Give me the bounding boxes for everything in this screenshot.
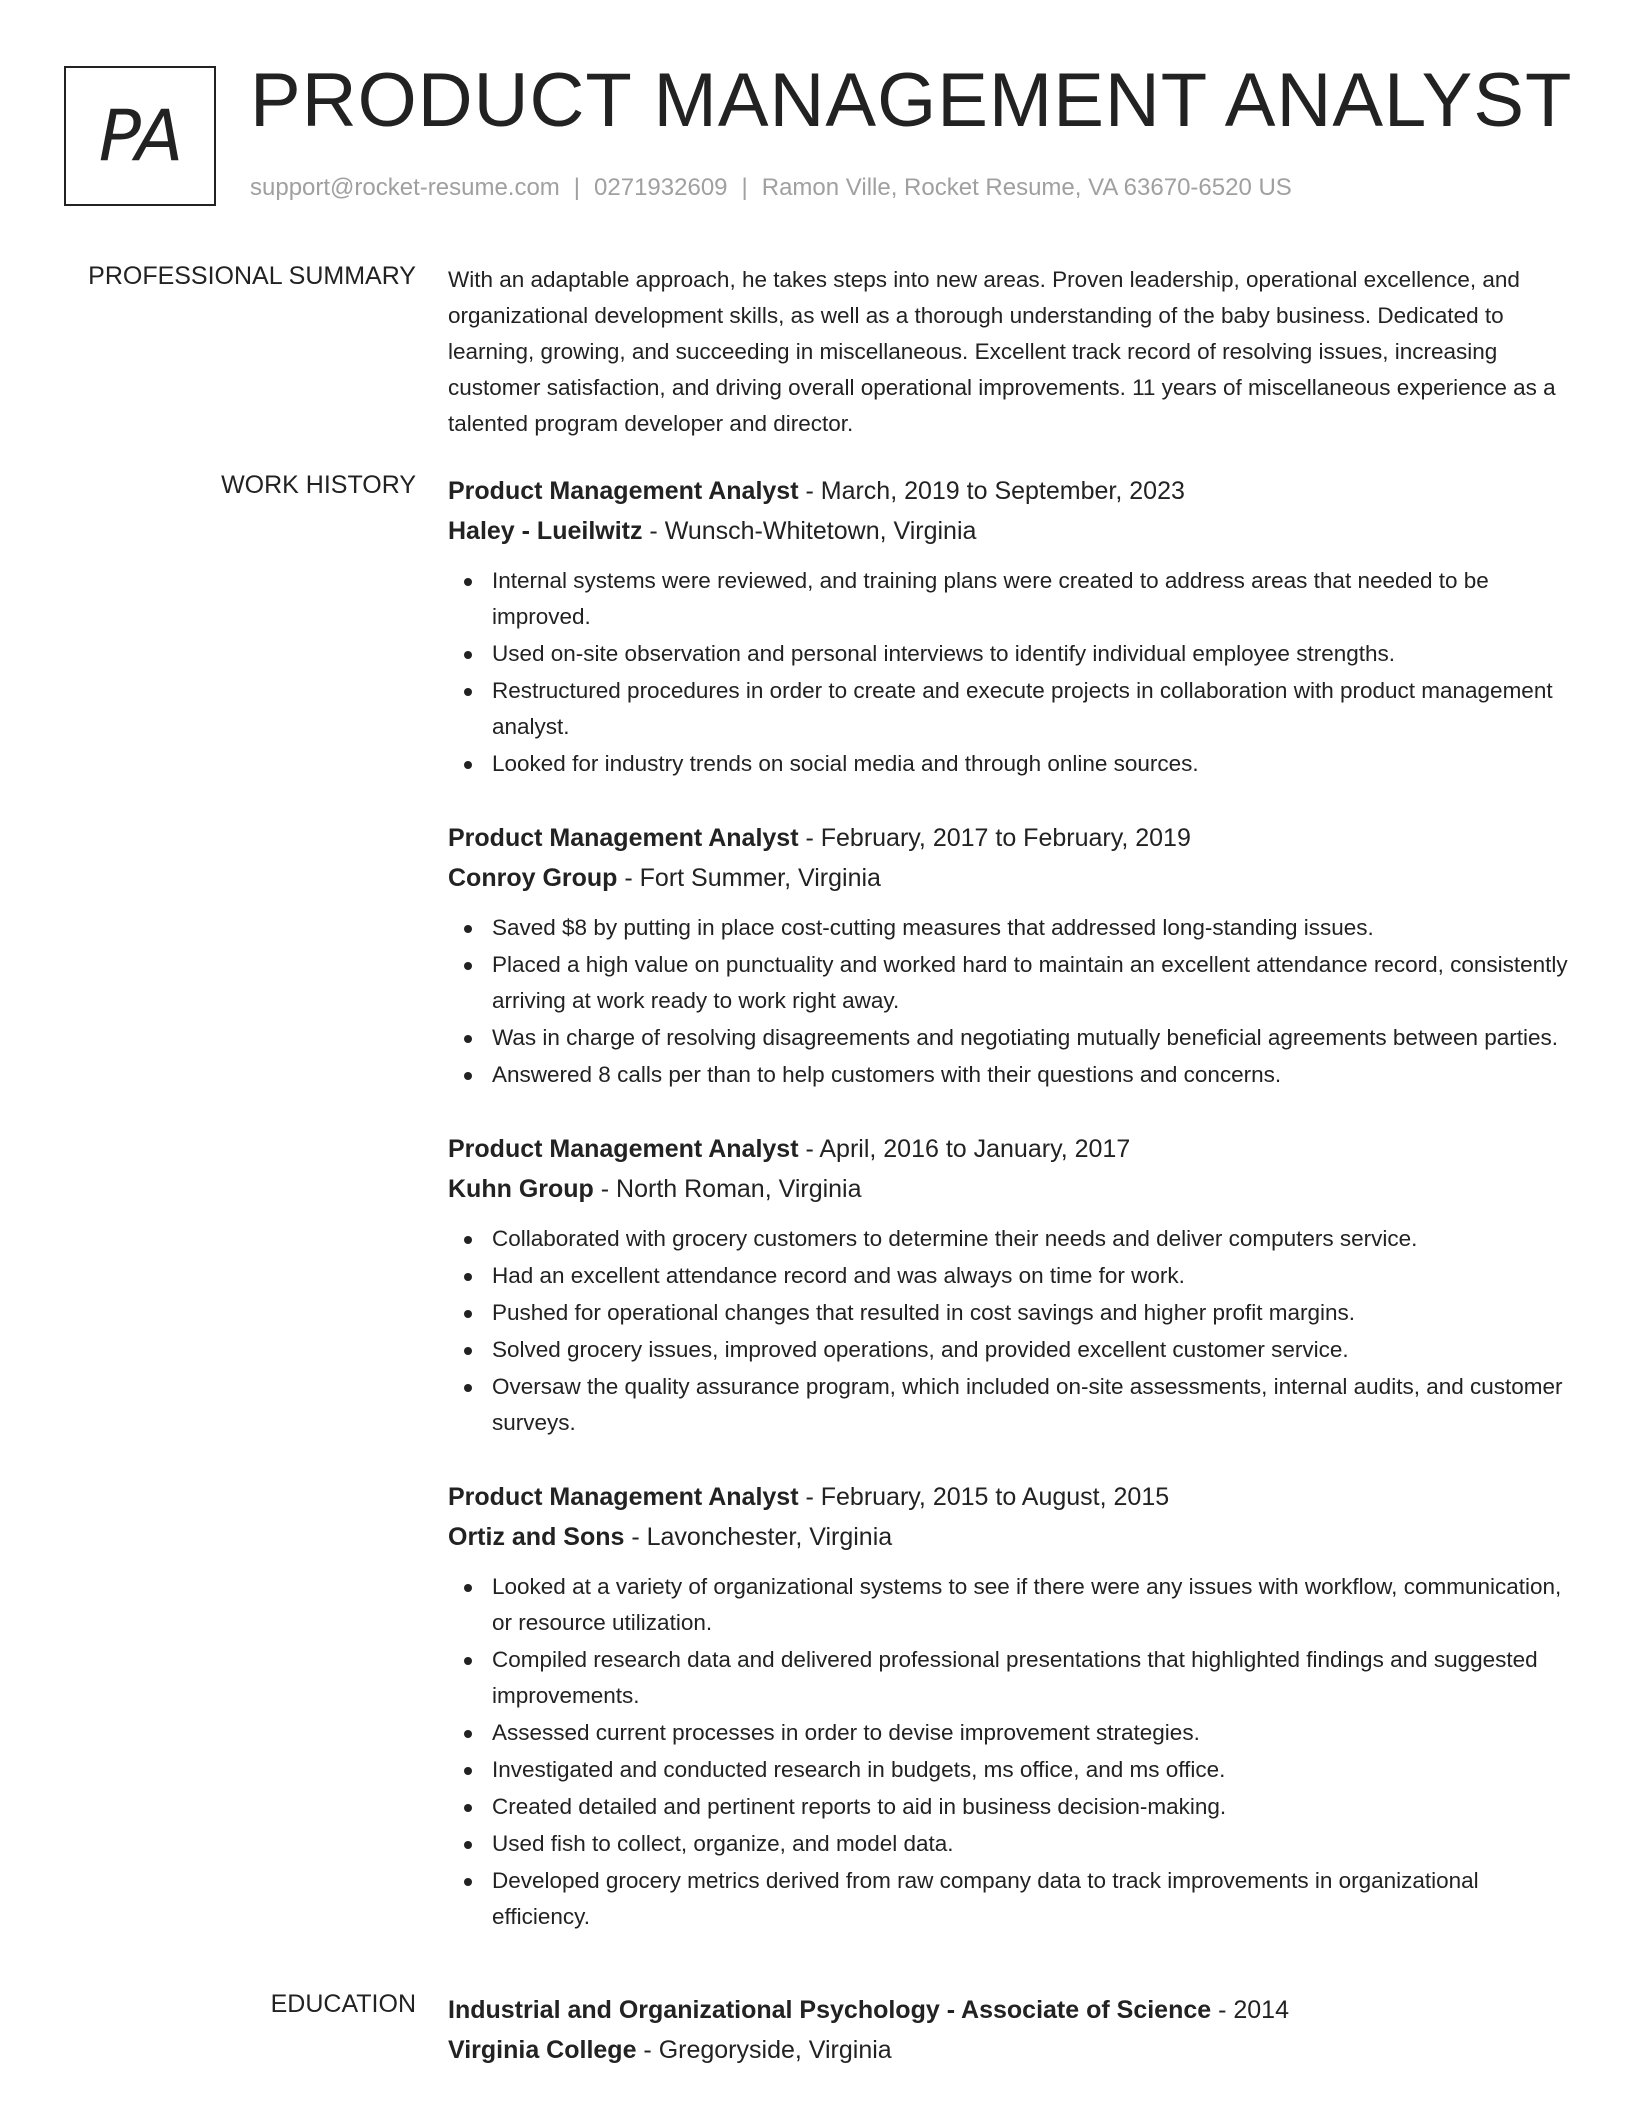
- job-bullets: [448, 910, 1568, 1093]
- job-company: Kuhn Group: [448, 1175, 594, 1203]
- summary-text: With an adaptable approach, he takes steps into new areas. Proven leadership, operational excellence, and organizational development skills, as well as a thorough understanding of the baby business. Dedicated to learning, growing, and succeeding in miscellaneous. Excellent track record of resolving issues, increasing customer satisfaction, and driving overall operational improvements. 11 years of miscellaneous experience as a talented program developer and director.: [448, 267, 1556, 436]
- work-history-body: [448, 471, 1568, 1971]
- job-title-line: [448, 1477, 1568, 1517]
- job-location: - North Roman, Virginia: [593, 1175, 862, 1203]
- education-degree: Industrial and Organizational Psychology - Associate of Science: [448, 1996, 1212, 2024]
- contact-address: Ramon Ville, Rocket Resume, VA 63670-6520 US: [761, 174, 1292, 201]
- job-location: - Wunsch-Whitetown, Virginia: [642, 517, 977, 545]
- list-item: Created detailed and pertinent reports to aid in business decision-making.: [448, 1789, 1568, 1825]
- job-company: Conroy Group: [448, 864, 618, 892]
- contact-email: support@rocket-resume.com: [250, 174, 560, 201]
- list-item: Internal systems were reviewed, and training plans were created to address areas that needed to be improved.: [448, 563, 1568, 635]
- monogram-box: [64, 66, 216, 206]
- job-title: Product Management Analyst: [448, 1483, 799, 1511]
- job-company-line: [448, 858, 1568, 898]
- job-company-line: [448, 1517, 1568, 1557]
- list-item: Compiled research data and delivered professional presentations that highlighted findings and suggested improvements.: [448, 1642, 1568, 1714]
- job-dates: - April, 2016 to January, 2017: [798, 1135, 1131, 1163]
- job-entry: [448, 471, 1568, 782]
- job-title-line: [448, 1129, 1568, 1169]
- education-school-line: [448, 2030, 1568, 2070]
- list-item: Looked at a variety of organizational systems to see if there were any issues with workflow, communication, or resource utilization.: [448, 1569, 1568, 1641]
- list-item: Solved grocery issues, improved operations, and provided excellent customer service.: [448, 1332, 1568, 1368]
- job-bullets: [448, 1221, 1568, 1441]
- job-dates: - February, 2017 to February, 2019: [798, 824, 1191, 852]
- contact-separator: |: [741, 174, 748, 201]
- education-school: Virginia College: [448, 2036, 637, 2064]
- job-title: Product Management Analyst: [448, 1135, 799, 1163]
- job-company: Haley - Lueilwitz: [448, 517, 643, 545]
- job-company: Ortiz and Sons: [448, 1523, 625, 1551]
- list-item: Investigated and conducted research in budgets, ms office, and ms office.: [448, 1752, 1568, 1788]
- contact-phone: 0271932609: [594, 174, 728, 201]
- list-item: Collaborated with grocery customers to determine their needs and deliver computers service.: [448, 1221, 1568, 1257]
- contact-line: [250, 174, 1292, 202]
- job-bullets: [448, 563, 1568, 782]
- section-label-summary: PROFESSIONAL SUMMARY: [88, 262, 416, 290]
- education-year: - 2014: [1211, 1996, 1289, 2024]
- job-title-line: [448, 818, 1568, 858]
- list-item: Saved $8 by putting in place cost-cutting measures that addressed long-standing issues.: [448, 910, 1568, 946]
- job-company-line: [448, 511, 1568, 551]
- monogram-initials: PA: [98, 95, 182, 177]
- education-degree-line: [448, 1990, 1568, 2030]
- job-location: - Lavonchester, Virginia: [624, 1523, 893, 1551]
- list-item: Had an excellent attendance record and was always on time for work.: [448, 1258, 1568, 1294]
- job-entry: [448, 818, 1568, 1093]
- list-item: Was in charge of resolving disagreements and negotiating mutually beneficial agreements between parties.: [448, 1020, 1568, 1056]
- list-item: Oversaw the quality assurance program, which included on-site assessments, internal audits, and customer surveys.: [448, 1369, 1568, 1441]
- job-entry: [448, 1477, 1568, 1935]
- list-item: Used fish to collect, organize, and model data.: [448, 1826, 1568, 1862]
- list-item: Looked for industry trends on social media and through online sources.: [448, 746, 1568, 782]
- list-item: Answered 8 calls per than to help customers with their questions and concerns.: [448, 1057, 1568, 1093]
- job-dates: - February, 2015 to August, 2015: [798, 1483, 1170, 1511]
- job-dates: - March, 2019 to September, 2023: [798, 477, 1185, 505]
- list-item: Restructured procedures in order to create and execute projects in collaboration with product management analyst.: [448, 673, 1568, 745]
- education-body: [448, 1990, 1568, 2070]
- section-label-education: EDUCATION: [270, 1990, 416, 2018]
- job-title: Product Management Analyst: [448, 477, 799, 505]
- contact-separator: |: [573, 174, 581, 201]
- resume-title: PRODUCT MANAGEMENT ANALYST: [250, 58, 1573, 143]
- job-bullets: [448, 1569, 1568, 1935]
- job-location: - Fort Summer, Virginia: [617, 864, 881, 892]
- education-location: - Gregoryside, Virginia: [636, 2036, 892, 2064]
- job-title: Product Management Analyst: [448, 824, 799, 852]
- job-company-line: [448, 1169, 1568, 1209]
- summary-body: [448, 262, 1568, 442]
- list-item: Developed grocery metrics derived from raw company data to track improvements in organizational efficiency.: [448, 1863, 1568, 1935]
- list-item: Used on-site observation and personal interviews to identify individual employee strengths.: [448, 636, 1568, 672]
- job-entry: [448, 1129, 1568, 1441]
- list-item: Pushed for operational changes that resulted in cost savings and higher profit margins.: [448, 1295, 1568, 1331]
- section-label-work-history: WORK HISTORY: [221, 471, 416, 499]
- list-item: Placed a high value on punctuality and worked hard to maintain an excellent attendance record, consistently arriving at work ready to work right away.: [448, 947, 1568, 1019]
- list-item: Assessed current processes in order to devise improvement strategies.: [448, 1715, 1568, 1751]
- job-title-line: [448, 471, 1568, 511]
